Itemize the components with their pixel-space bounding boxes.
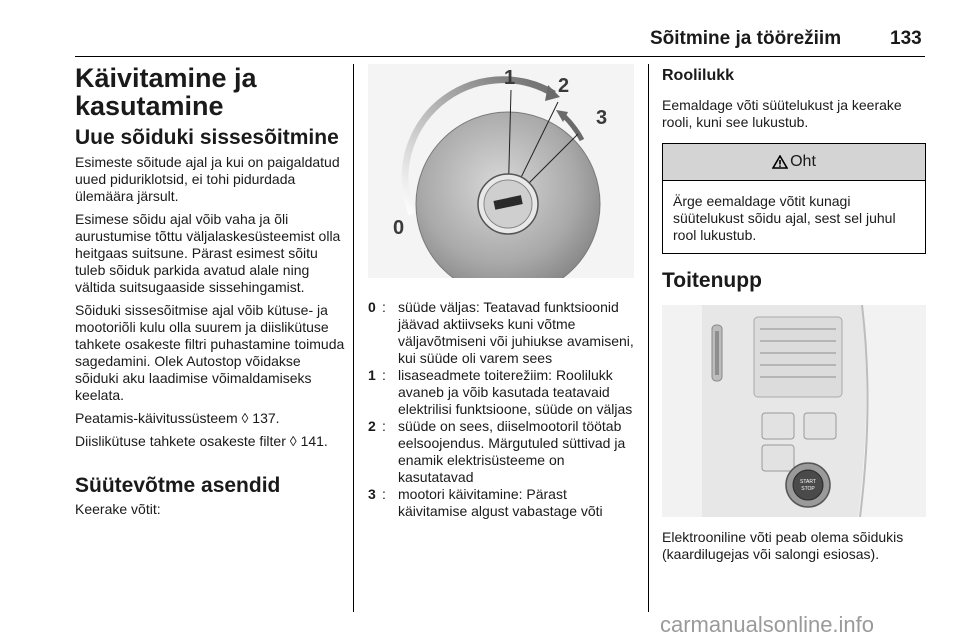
paragraph-exhaust: Esimese sõidu ajal võib vaha ja õli aurustumise tõttu väljalaskesüsteemist olla heitgaas suitsune. Pärast esimest sõitu tuleb sõiduk parkida avatud alale ning vältida suitsugaaside sissehingamist. — [75, 211, 341, 295]
column-right — [662, 64, 926, 563]
paragraph-turn-key: Keerake võtit: — [75, 501, 161, 517]
column-middle — [368, 64, 634, 520]
key-position-number: 2 — [368, 418, 376, 434]
key-position-item — [368, 367, 634, 418]
key-position-description: süüde väljas: Teatavad funktsioonid jäävad aktiivseks kuni võtme väljavõtmiseni või juhiukse avamiseni, kui süüde oli varem sees — [398, 299, 634, 366]
section-title: Käivitamine ja kasutamine — [75, 63, 257, 121]
warning-header — [663, 144, 925, 181]
column-divider-right — [648, 64, 649, 612]
column-divider-left — [353, 64, 354, 612]
subsection-title: Uue sõiduki sissesõitmine — [75, 126, 339, 149]
label-position-2: 2 — [558, 75, 570, 97]
warning-box — [662, 143, 926, 254]
label-position-3: 3 — [596, 107, 608, 129]
stop-label: STOP — [801, 486, 815, 492]
key-position-separator: : — [382, 299, 386, 315]
warning-body — [663, 181, 925, 253]
column-left — [75, 64, 345, 518]
key-position-item — [368, 299, 634, 367]
key-position-separator: : — [382, 486, 386, 502]
power-button-text: Elektrooniline võti peab olema sõidukis (kaardilugejas või salongi esiosas). — [662, 529, 904, 562]
warning-text: Ärge eemaldage võtit kunagi süütelukust sõidu ajal, sest sel juhul rool lukustub. — [673, 193, 896, 243]
key-position-number: 0 — [368, 299, 376, 315]
ignition-switch-figure — [368, 64, 634, 278]
key-position-number: 1 — [368, 367, 376, 383]
key-position-list — [368, 299, 634, 520]
paragraph-brakes: Esimeste sõitude ajal ja kui on paigaldatud uued piduriklotsid, ei tohi pidurdada ülemäära järsult. — [75, 154, 340, 204]
switch-lower-left — [762, 445, 794, 471]
warning-triangle-icon — [772, 155, 788, 169]
header-rule — [75, 56, 925, 57]
key-position-separator: : — [382, 418, 386, 434]
cross-ref-stop-start[interactable]: Peatamis-käivitussüsteem ◊ 137. — [75, 410, 280, 426]
page-header-title: Sõitmine ja töörežiim — [650, 28, 842, 49]
power-button-title: Toitenupp — [662, 269, 762, 292]
start-stop-button[interactable] — [793, 470, 823, 500]
page-number: 133 — [890, 28, 922, 49]
steering-lock-title: Roolilukk — [662, 67, 735, 84]
steering-lock-text: Eemaldage võti süütelukust ja keerake rooli, kuni see lukustub. — [662, 97, 902, 130]
label-position-1: 1 — [504, 67, 516, 89]
switch-left — [762, 413, 794, 439]
key-position-number: 3 — [368, 486, 376, 502]
section-key-positions: Süütevõtme asendid — [75, 474, 281, 497]
key-position-description: mootori käivitamine: Pärast käivitamise algust vabastage võti — [398, 486, 603, 519]
paragraph-consumption: Sõiduki sissesõitmise ajal võib kütuse- ja mootoriõli kulu olla suurem ja diislikütuse tahkete osakeste filtri puhastamine toimuda sagedamini. Olek Autostop võidakse sõiduki aku laadimise võimaldamiseks keelata. — [75, 302, 345, 403]
key-position-item — [368, 486, 634, 520]
key-position-description: süüde on sees, diiselmootoril töötab eelsoojendus. Märgutuled süttivad ja enamik elektrisüsteeme on kasutatavad — [398, 418, 626, 485]
label-position-0: 0 — [393, 217, 405, 239]
cross-ref-particle-filter[interactable]: Diislikütuse tahkete osakeste filter ◊ 141. — [75, 433, 328, 449]
power-button-figure — [662, 305, 926, 517]
vent-wheel-grip — [715, 331, 719, 375]
warning-title: Oht — [790, 153, 816, 170]
key-position-separator: : — [382, 367, 386, 383]
key-position-item — [368, 418, 634, 486]
switch-right — [804, 413, 836, 439]
key-position-description: lisaseadmete toiterežiim: Roolilukk avaneb ja võib kasutada teatavaid elektrilisi funktsioone, süüde on väljas — [398, 367, 633, 417]
watermark: carmanualsonline.info — [660, 612, 875, 637]
start-label: START — [800, 479, 816, 485]
